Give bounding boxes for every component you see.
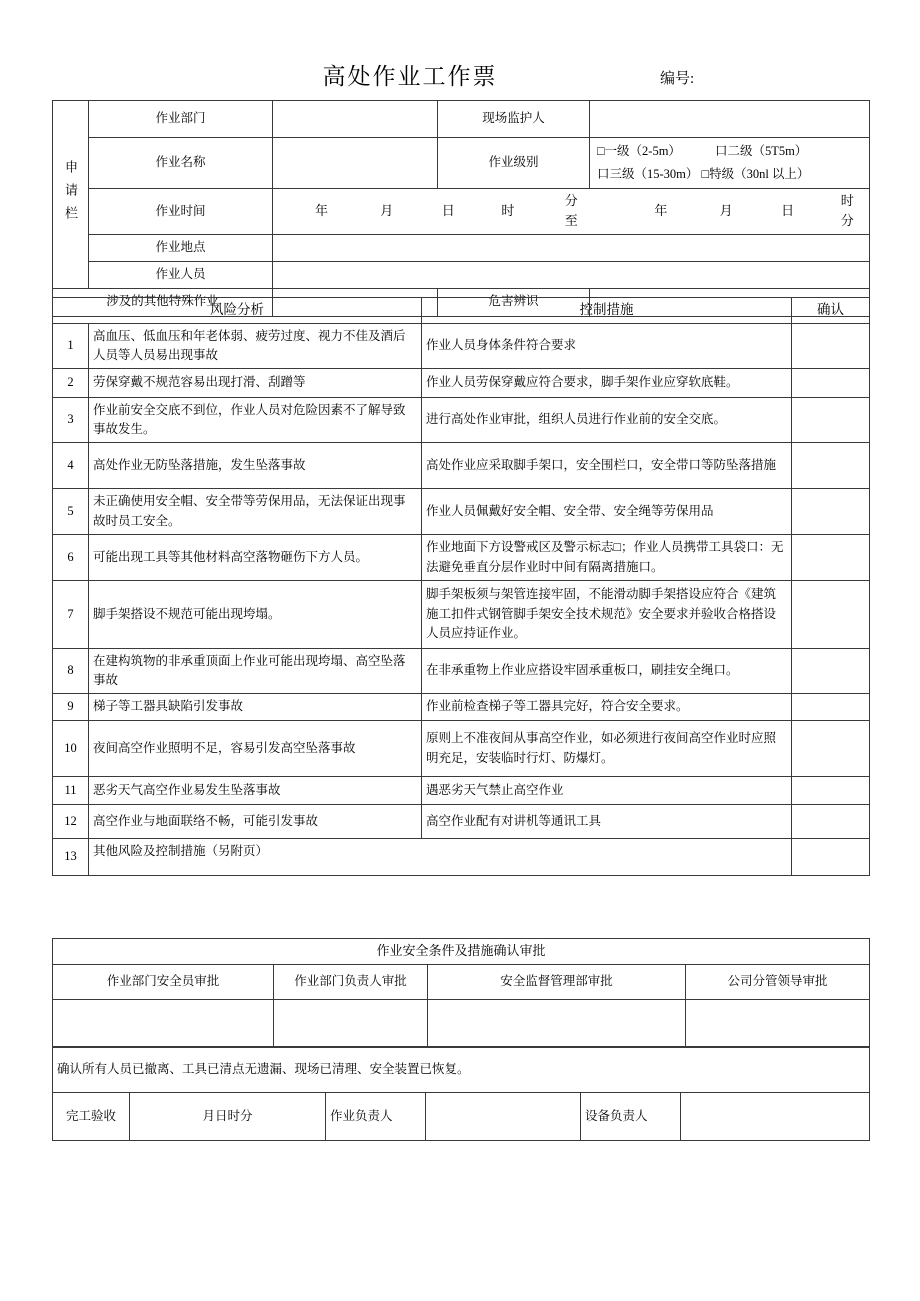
value-supervisor[interactable] <box>590 101 870 138</box>
risk-row-no: 7 <box>53 581 89 649</box>
risk-row-no: 9 <box>53 694 89 721</box>
table-row <box>53 694 870 721</box>
label-other-special: 涉及的其他特殊作业 <box>53 288 273 316</box>
closeout-equipment-leader-value[interactable] <box>681 1093 870 1141</box>
time-token-hour-start: 时 <box>501 203 515 219</box>
approval-value-safety-supervision[interactable] <box>428 1000 686 1047</box>
risk-row-risk: 夜间高空作业照明不足，容易引发高空坠落事故 <box>89 721 422 777</box>
risk-row-no: 1 <box>53 324 89 369</box>
time-token-year-start: 年 <box>315 203 329 219</box>
time-token-day-start: 日 <box>441 203 455 219</box>
approval-col-safety-supervision: 安全监督管理部审批 <box>428 965 686 1000</box>
closeout-equipment-leader-label: 设备负责人 <box>581 1093 681 1141</box>
risk-row-measure: 遇恶劣天气禁止高空作业 <box>422 777 792 805</box>
time-token-month-start: 月 <box>380 203 394 219</box>
approval-section-title: 作业安全条件及措施确认审批 <box>53 939 870 965</box>
risk-row-confirm[interactable] <box>792 535 870 581</box>
approval-signature-row <box>53 1000 870 1047</box>
risk-row-risk: 恶劣天气高空作业易发生坠落事故 <box>89 777 422 805</box>
risk-row-no: 2 <box>53 369 89 398</box>
risk-row-measure: 作业人员佩戴好安全帽、安全带、安全绳等劳保用品 <box>422 489 792 535</box>
risk-row-measure: 作业人员劳保穿戴应符合要求，脚手架作业应穿软底鞋。 <box>422 369 792 398</box>
label-hazard-id: 危害辨识 <box>438 288 590 316</box>
risk-row-confirm[interactable] <box>792 581 870 649</box>
closeout-acceptance-row <box>53 1093 870 1141</box>
risk-row-measure: 作业地面下方设警戒区及警示标志□；作业人员携带工具袋口：无法避免垂直分层作业时中间有隔离措施口。 <box>422 535 792 581</box>
risk-row-risk: 可能出现工具等其他材料高空落物砸伤下方人员。 <box>89 535 422 581</box>
table-row <box>53 369 870 398</box>
value-job-name[interactable] <box>273 138 438 189</box>
risk-row-other-text: 其他风险及控制措施（另附页） <box>89 839 792 876</box>
value-department[interactable] <box>273 101 438 138</box>
risk-row-no: 4 <box>53 443 89 489</box>
closeout-statement-row <box>53 1048 870 1093</box>
application-side-label-text: 申请栏 <box>63 159 78 229</box>
level-option-4[interactable]: □特级（30nl 以上） <box>701 167 810 182</box>
level-option-1[interactable]: □一级（2-5m） <box>597 144 681 158</box>
risk-row-risk: 高处作业无防坠落措施，发生坠落事故 <box>89 443 422 489</box>
title-row <box>0 58 920 96</box>
page-title: 高处作业工作票 <box>322 64 498 89</box>
time-token-month-end: 月 <box>719 203 733 219</box>
time-token-day-end: 日 <box>781 203 795 219</box>
risk-row-confirm[interactable] <box>792 805 870 839</box>
table-row <box>53 721 870 777</box>
risk-row-confirm[interactable] <box>792 398 870 443</box>
value-location[interactable] <box>273 234 870 261</box>
risk-row-confirm[interactable] <box>792 694 870 721</box>
application-table <box>52 100 870 317</box>
application-side-label <box>53 101 89 289</box>
closeout-job-leader-value[interactable] <box>426 1093 581 1141</box>
document-number-label: 编号: <box>660 71 695 87</box>
header-risk: 风险分析 <box>53 298 422 324</box>
table-row-other <box>53 839 870 876</box>
approval-value-company-leader[interactable] <box>686 1000 870 1047</box>
closeout-table <box>52 1047 870 1141</box>
risk-row-measure: 高空作业配有对讲机等通讯工具 <box>422 805 792 839</box>
job-level-line-1 <box>594 140 865 163</box>
value-job-time[interactable] <box>273 189 870 234</box>
risk-table-header-row <box>53 298 870 324</box>
job-level-line-2 <box>594 163 865 186</box>
risk-row-risk: 作业前安全交底不到位，作业人员对危险因素不了解导致事故发生。 <box>89 398 422 443</box>
label-location: 作业地点 <box>89 234 273 261</box>
risk-row-confirm[interactable] <box>792 324 870 369</box>
table-row <box>53 535 870 581</box>
risk-row-confirm[interactable] <box>792 721 870 777</box>
table-row <box>53 443 870 489</box>
time-token-minute-to: 分至 <box>564 193 578 229</box>
risk-row-measure: 作业人员身体条件符合要求 <box>422 324 792 369</box>
job-level-options[interactable] <box>590 138 870 189</box>
risk-row-risk: 脚手架搭设不规范可能出现垮塌。 <box>89 581 422 649</box>
risk-row-no: 5 <box>53 489 89 535</box>
closeout-statement: 确认所有人员已撤离、工具已清点无遗漏、现场已清理、安全装置已恢复。 <box>53 1048 870 1093</box>
time-token-hourminute-end: 时分 <box>840 193 854 229</box>
row-job-name <box>53 138 870 189</box>
approval-section-title-row <box>53 939 870 965</box>
risk-row-confirm[interactable] <box>792 649 870 694</box>
row-job-time <box>53 189 870 234</box>
risk-row-risk: 梯子等工器具缺陷引发事故 <box>89 694 422 721</box>
approval-col-dept-head: 作业部门负责人审批 <box>274 965 428 1000</box>
closeout-datetime-label[interactable]: 月日时分 <box>130 1093 326 1141</box>
risk-row-no: 8 <box>53 649 89 694</box>
approval-table <box>52 938 870 1047</box>
label-supervisor: 现场监护人 <box>438 101 590 138</box>
risk-row-risk: 高血压、低血压和年老体弱、疲劳过度、视力不佳及酒后人员等人员易出现事故 <box>89 324 422 369</box>
approval-value-safety-officer[interactable] <box>53 1000 274 1047</box>
table-row <box>53 324 870 369</box>
risk-row-no: 13 <box>53 839 89 876</box>
label-job-name: 作业名称 <box>89 138 273 189</box>
risk-row-risk: 未正确使用安全帽、安全带等劳保用品，无法保证出现事故时员工安全。 <box>89 489 422 535</box>
approval-col-company-leader: 公司分管领导审批 <box>686 965 870 1000</box>
risk-row-confirm[interactable] <box>792 489 870 535</box>
row-personnel <box>53 261 870 288</box>
job-time-tokens <box>277 191 865 231</box>
risk-row-confirm[interactable] <box>792 839 870 876</box>
risk-row-no: 12 <box>53 805 89 839</box>
row-department <box>53 101 870 138</box>
level-option-3[interactable]: 口三级（15-30m） <box>597 167 699 182</box>
closeout-job-leader-label: 作业负责人 <box>326 1093 426 1141</box>
label-department: 作业部门 <box>89 101 273 138</box>
risk-row-risk: 在建构筑物的非承重顶面上作业可能出现垮塌、高空坠落事故 <box>89 649 422 694</box>
risk-row-risk: 劳保穿戴不规范容易出现打滑、刮蹭等 <box>89 369 422 398</box>
value-personnel[interactable] <box>273 261 870 288</box>
table-row <box>53 805 870 839</box>
risk-row-measure: 在非承重物上作业应搭设牢固承重板口，刷挂安全绳口。 <box>422 649 792 694</box>
risk-row-measure: 进行高处作业审批，组织人员进行作业前的安全交底。 <box>422 398 792 443</box>
header-measure: 控制措施 <box>422 298 792 324</box>
level-option-2[interactable]: 口二级（5T5m） <box>714 144 808 158</box>
approval-value-dept-head[interactable] <box>274 1000 428 1047</box>
risk-analysis-table <box>52 297 870 876</box>
table-row <box>53 649 870 694</box>
label-job-time: 作业时间 <box>89 189 273 234</box>
risk-row-measure: 脚手架板须与架管连接牢固，不能滑动脚手架搭设应符合《建筑施工扣件式钢管脚手架安全技术规范》安全要求并验收合格搭设人员应持证作业。 <box>422 581 792 649</box>
header-confirm: 确认 <box>792 298 870 324</box>
risk-row-no: 3 <box>53 398 89 443</box>
table-row <box>53 581 870 649</box>
risk-row-confirm[interactable] <box>792 777 870 805</box>
risk-row-measure: 高处作业应采取脚手架口，安全围栏口，安全带口等防坠落措施 <box>422 443 792 489</box>
time-token-year-end: 年 <box>654 203 668 219</box>
risk-row-measure: 原则上不准夜间从事高空作业，如必须进行夜间高空作业时应照明充足，安装临时行灯、防爆灯。 <box>422 721 792 777</box>
closeout-acceptance-label: 完工验收 <box>53 1093 130 1141</box>
label-personnel: 作业人员 <box>89 261 273 288</box>
risk-row-confirm[interactable] <box>792 443 870 489</box>
risk-row-no: 6 <box>53 535 89 581</box>
table-row <box>53 777 870 805</box>
risk-row-confirm[interactable] <box>792 369 870 398</box>
approval-col-safety-officer: 作业部门安全员审批 <box>53 965 274 1000</box>
row-location <box>53 234 870 261</box>
risk-row-no: 11 <box>53 777 89 805</box>
table-row <box>53 489 870 535</box>
risk-row-risk: 高空作业与地面联络不畅，可能引发事故 <box>89 805 422 839</box>
risk-row-no: 10 <box>53 721 89 777</box>
risk-row-measure: 作业前检查梯子等工器具完好，符合安全要求。 <box>422 694 792 721</box>
label-job-level: 作业级别 <box>438 138 590 189</box>
table-row <box>53 398 870 443</box>
approval-header-row <box>53 965 870 1000</box>
